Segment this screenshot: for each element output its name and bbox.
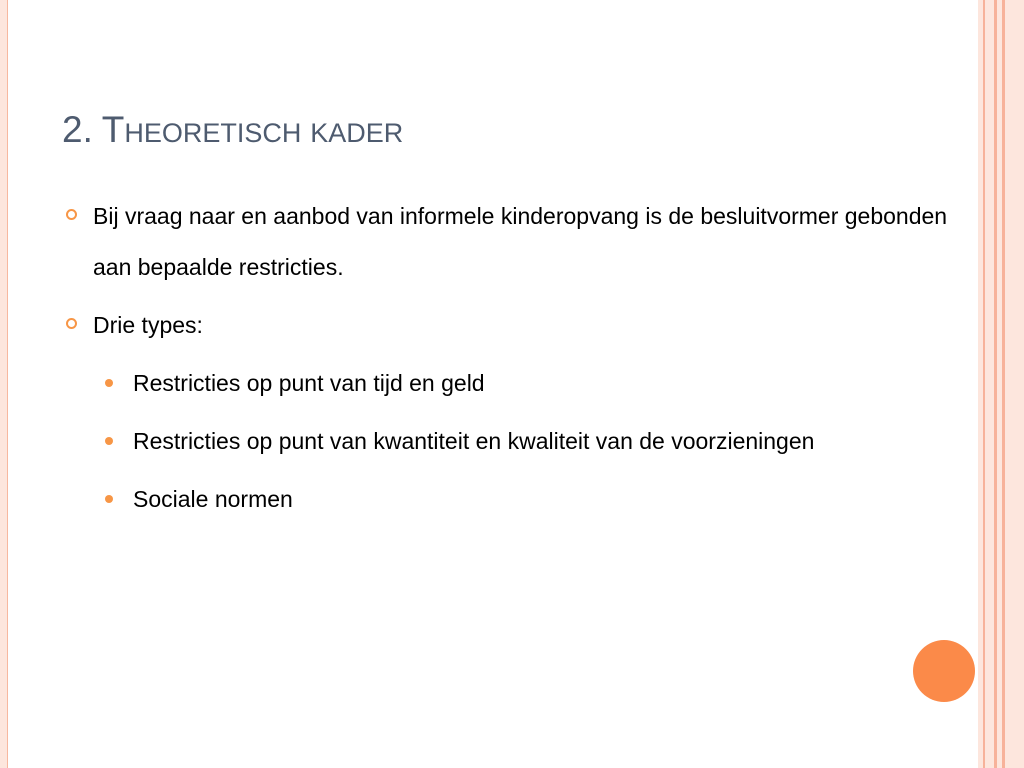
ring-bullet-icon: [66, 209, 77, 220]
title-word2: KADER: [310, 118, 404, 148]
bullet-text: Drie types:: [93, 312, 203, 338]
sub-bullet-text: Sociale normen: [133, 486, 293, 512]
sub-bullet-text: Restricties op punt van kwantiteit en kwaliteit van de voorzieningen: [133, 428, 815, 454]
sub-bullet-item: [62, 474, 962, 525]
left-border-decoration: [0, 0, 8, 768]
orange-circle-decoration: [913, 640, 975, 702]
sub-bullet-item: [62, 358, 962, 409]
dot-bullet-icon: [105, 437, 113, 445]
title-number: 2.: [62, 109, 93, 150]
slide-title: [62, 106, 403, 157]
bullet-item: [62, 191, 962, 293]
bullet-list: [62, 191, 962, 532]
right-stripes-decoration: [978, 0, 1024, 768]
ring-bullet-icon: [66, 318, 77, 329]
dot-bullet-icon: [105, 495, 113, 503]
bullet-text: Bij vraag naar en aanbod van informele kinderopvang is de besluitvormer gebonden aan bepaalde restricties.: [93, 203, 948, 280]
dot-bullet-icon: [105, 379, 113, 387]
sub-bullet-text: Restricties op punt van tijd en geld: [133, 370, 485, 396]
title-word1-initial: T: [101, 109, 125, 150]
bullet-item: [62, 300, 962, 351]
sub-bullet-item: [62, 416, 962, 467]
title-word1-rest: HEORETISCH: [124, 118, 302, 148]
